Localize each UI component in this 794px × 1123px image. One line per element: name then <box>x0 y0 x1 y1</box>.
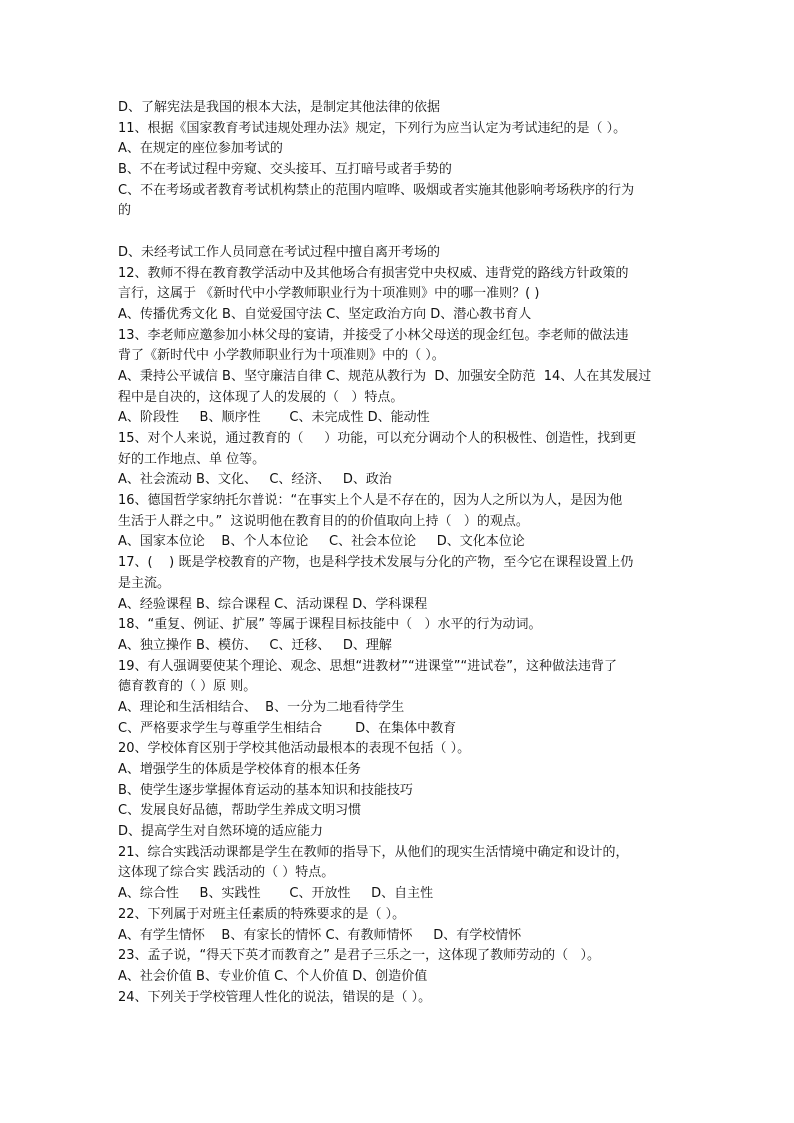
document-body <box>118 98 678 1008</box>
text-line: 背了《新时代中 小学教师职业行为十项准则》中的（ ）。 <box>118 348 445 364</box>
text-line: 15、对个人来说，通过教育的（ ）功能，可以充分调动个人的积极性、创造性，找到更 <box>118 431 637 446</box>
text-line: A、经验课程 B、综合课程 C、活动课程 D、学科课程 <box>118 596 428 612</box>
text-line: D、提高学生对自然环境的适应能力 <box>118 824 324 840</box>
text-line: A、独立操作 B、模仿、 C、迁移、 D、理解 <box>118 637 392 653</box>
text-line: 生活于人群之中。” 这说明他在教育目的的价值取向上持（ ）的观点。 <box>118 513 529 529</box>
text-line: 程中是自决的，这体现了人的发展的（ ）特点。 <box>118 389 404 405</box>
text-line: A、社会价值 B、专业价值 C、个人价值 D、创造价值 <box>118 968 428 984</box>
text-line: A、传播优秀文化 B、自觉爱国守法 C、坚定政治方向 D、潜心教书育人 <box>118 306 532 322</box>
text-line: 的 <box>118 203 132 219</box>
text-line: 是主流。 <box>118 575 171 591</box>
text-line: 13、李老师应邀参加小林父母的宴请，并接受了小林父母送的现金红包。李老师的做法违 <box>118 327 629 343</box>
blank-line <box>118 222 678 243</box>
text-line: C、严格要求学生与尊重学生相结合 D、在集体中教育 <box>118 720 457 736</box>
text-line: 22、下列属于对班主任素质的特殊要求的是（ ）。 <box>118 906 406 922</box>
text-line: D、未经考试工作人员同意在考试过程中擅自离开考场的 <box>118 244 441 260</box>
text-line: B、不在考试过程中旁窥、交头接耳、互打暗号或者手势的 <box>118 162 452 178</box>
text-line: A、有学生情怀 B、有家长的情怀 C、有教师情怀 D、有学校情怀 <box>118 927 522 943</box>
text-line: 这体现了综合实 践活动的（ ）特点。 <box>118 865 335 881</box>
text-line: 19、有人强调要使某个理论、观念、思想“进教材”“进课堂”“进试卷”，这种做法违背了 <box>118 658 617 674</box>
text-line: A、理论和生活相结合、 B、一分为二地看待学生 <box>118 699 405 715</box>
text-line: 德育教育的（ ）原 则。 <box>118 679 257 695</box>
text-line: C、发展良好品德，帮助学生养成文明习惯 <box>118 803 362 819</box>
text-line: B、使学生逐步掌握体育运动的基本知识和技能技巧 <box>118 782 413 798</box>
text-line: A、在规定的座位参加考试的 <box>118 141 283 157</box>
text-line: 23、孟子说，“得天下英才而教育之” 是君子三乐之一，这体现了教师劳动的（ ）。 <box>118 948 601 964</box>
text-line: 12、教师不得在教育教学活动中及其他场合有损害党中央权威、违背党的路线方针政策的 <box>118 265 629 281</box>
text-line: 24、下列关于学校管理人性化的说法，错误的是（ ）。 <box>118 989 432 1005</box>
text-line: 言行，这属于 《新时代中小学教师职业行为十项准则》中的哪一准则？( ) <box>118 286 540 302</box>
text-line: 21、综合实践活动课都是学生在教师的指导下，从他们的现实生活情境中确定和设计的， <box>118 844 629 860</box>
text-line: A、增强学生的体质是学校体育的根本任务 <box>118 762 361 777</box>
text-line: A、社会流动 B、文化、 C、经济、 D、政治 <box>118 472 392 488</box>
text-line: 好的工作地点、单 位等。 <box>118 451 266 467</box>
text-line: 18、“重复、例证、扩展” 等属于课程目标技能中（ ）水平的行为动词。 <box>118 617 542 633</box>
text-line: 11、根据《国家教育考试违规处理办法》规定，下列行为应当认定为考试违纪的是（ ）。 <box>118 120 627 136</box>
text-line: 17、( ) 既是学校教育的产物，也是科学技术发展与分化的产物，至今它在课程设置上仍 <box>118 555 634 571</box>
text-line: C、不在考场或者教育考试机构禁止的范围内喧哗、吸烟或者实施其他影响考场秩序的行为 <box>118 182 635 198</box>
text-line: 20、学校体育区别于学校其他活动最根本的表现不包括（ ）。 <box>118 741 471 757</box>
text-line: A、综合性 B、实践性 C、开放性 D、自主性 <box>118 886 434 902</box>
text-line: A、国家本位论 B、个人本位论 C、社会本位论 D、文化本位论 <box>118 534 525 550</box>
text-line: D、了解宪法是我国的根本大法，是制定其他法律的依据 <box>118 100 441 115</box>
text-line: A、秉持公平诚信 B、坚守廉洁自律 C、规范从教行为 D、加强安全防范 14、人在其发展过 <box>118 368 652 384</box>
text-line: 16、德国哲学家纳托尔普说：“在事实上个人是不存在的，因为人之所以为人，是因为他 <box>118 493 623 509</box>
text-line: A、阶段性 B、顺序性 C、未完成性 D、能动性 <box>118 410 430 426</box>
